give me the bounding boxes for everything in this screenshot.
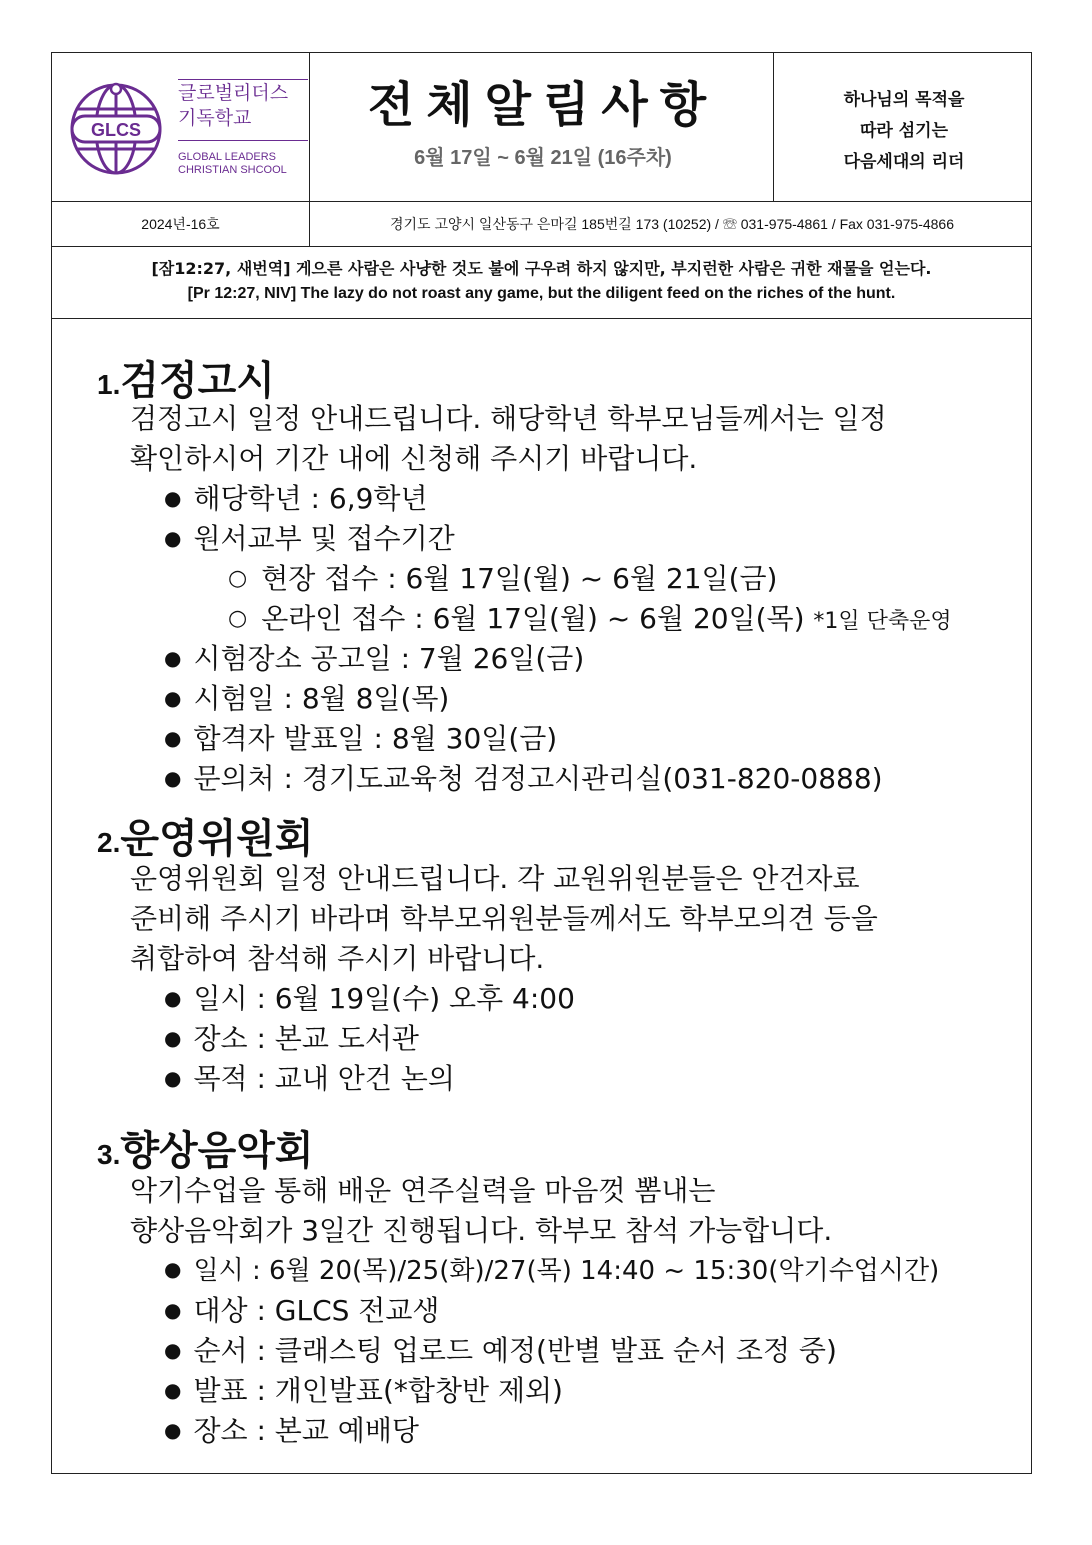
list-item: ● 순서 : 클래스팅 업로드 예정(반별 발표 순서 조정 중) (164, 1331, 837, 1373)
motto-line3: 다음세대의 리더 (843, 152, 965, 172)
section-number: 3. (97, 1139, 121, 1170)
list-item: ● 일시 : 6월 19일(수) 오후 4:00 (164, 979, 575, 1021)
sub-list-item: ○ 현장 접수 : 6월 17일(월) ~ 6월 21일(금) (228, 559, 777, 602)
sub-list-item-note: *1일 단축운영 (813, 609, 952, 634)
list-item: ● 장소 : 본교 도서관 (164, 1019, 419, 1061)
globe-emblem-icon (66, 79, 166, 179)
page-title: 전체알림사항 (367, 77, 719, 133)
issue-number: 2024년-16호 (141, 216, 220, 232)
sub-list-item (228, 599, 952, 642)
school-name-en (178, 151, 287, 177)
list-item: ● 시험일 : 8월 8일(목) (164, 679, 449, 721)
list-item: ● 목적 : 교내 안건 논의 (164, 1059, 455, 1101)
section-1-para-line1: 검정고시 일정 안내드립니다. 해당학년 학부모님들께서는 일정 (130, 402, 887, 435)
week-period: 6월 17일 ~ 6월 21일 (16주차) (414, 147, 672, 169)
info-row (52, 202, 1031, 247)
school-name-en-line2: CHRISTIAN SHCOOL (178, 164, 287, 176)
verse-row (52, 247, 1031, 319)
section-number: 2. (97, 827, 121, 858)
list-item: ● 장소 : 본교 예배당 (164, 1411, 419, 1453)
list-item: ● 일시 : 6월 20(목)/25(화)/27(목) 14:40 ~ 15:30(악기수업시간) (164, 1251, 939, 1292)
list-item: ● 해당학년 : 6,9학년 (164, 479, 428, 521)
header-divider-2 (773, 53, 774, 201)
motto-line2: 따라 섬기는 (859, 121, 949, 141)
sub-list-item-text: 온라인 접수 : 6월 17일(월) ~ 6월 20일(목) (261, 602, 805, 635)
school-name-ko-line2: 기독학교 (178, 107, 252, 129)
section-title: 검정고시 (120, 358, 275, 404)
list-item: ● 문의처 : 경기도교육청 검정고시관리실(031-820-0888) (164, 759, 883, 801)
section-title: 향상음악회 (120, 1128, 314, 1174)
section-3-para-line1: 악기수업을 통해 배운 연주실력을 마음껏 뽐내는 (130, 1174, 716, 1207)
section-2-para-line3: 취합하여 참석해 주시기 바랍니다. (130, 942, 545, 975)
section-heading-2 (97, 807, 314, 864)
header-divider-1 (309, 53, 310, 201)
motto-line1: 하나님의 목적을 (843, 90, 965, 110)
section-number: 1. (97, 369, 121, 400)
emblem-text: GLCS (90, 120, 142, 140)
school-name-ko (178, 81, 288, 131)
section-2-para-line1: 운영위원회 일정 안내드립니다. 각 교원위원분들은 안건자료 (130, 862, 860, 895)
section-heading-1 (97, 349, 275, 406)
list-item: ● 합격자 발표일 : 8월 30일(금) (164, 719, 557, 761)
notice-document (51, 52, 1032, 1474)
header-row (52, 53, 1031, 202)
logo-divider-bottom (178, 140, 308, 141)
verse-korean: [잠12:27, 새번역] 게으른 사람은 사냥한 것도 불에 구우려 하지 않지만, 부지런한 사람은 귀한 재물을 얻는다. (151, 259, 932, 278)
school-name-ko-line1: 글로벌리더스 (178, 82, 289, 104)
verse-english: [Pr 12:27, NIV] The lazy do not roast any game, but the diligent feed on the riches of the hunt. (187, 285, 896, 302)
school-logo (66, 75, 311, 185)
list-item: ● 발표 : 개인발표(*합창반 제외) (164, 1371, 563, 1413)
section-1-para-line2: 확인하시어 기간 내에 신청해 주시기 바랍니다. (130, 442, 698, 475)
list-item: ● 시험장소 공고일 : 7월 26일(금) (164, 639, 584, 681)
section-2-para-line2: 준비해 주시기 바라며 학부모위원분들께서도 학부모의견 등을 (130, 902, 878, 935)
section-heading-3 (97, 1119, 314, 1176)
list-item: ● 대상 : GLCS 전교생 (164, 1291, 439, 1333)
section-3-para-line2: 향상음악회가 3일간 진행됩니다. 학부모 참석 가능합니다. (130, 1214, 833, 1247)
logo-divider-top (178, 79, 308, 80)
info-divider (309, 202, 310, 246)
school-address: 경기도 고양시 일산동구 은마길 185번길 173 (10252) / ☏ 031-975-4861 / Fax 031-975-4866 (390, 216, 954, 232)
section-title: 운영위원회 (120, 816, 314, 862)
school-motto (775, 85, 1033, 178)
list-item: ● 원서교부 및 접수기간 (164, 519, 455, 561)
school-name-en-line1: GLOBAL LEADERS (178, 151, 277, 163)
